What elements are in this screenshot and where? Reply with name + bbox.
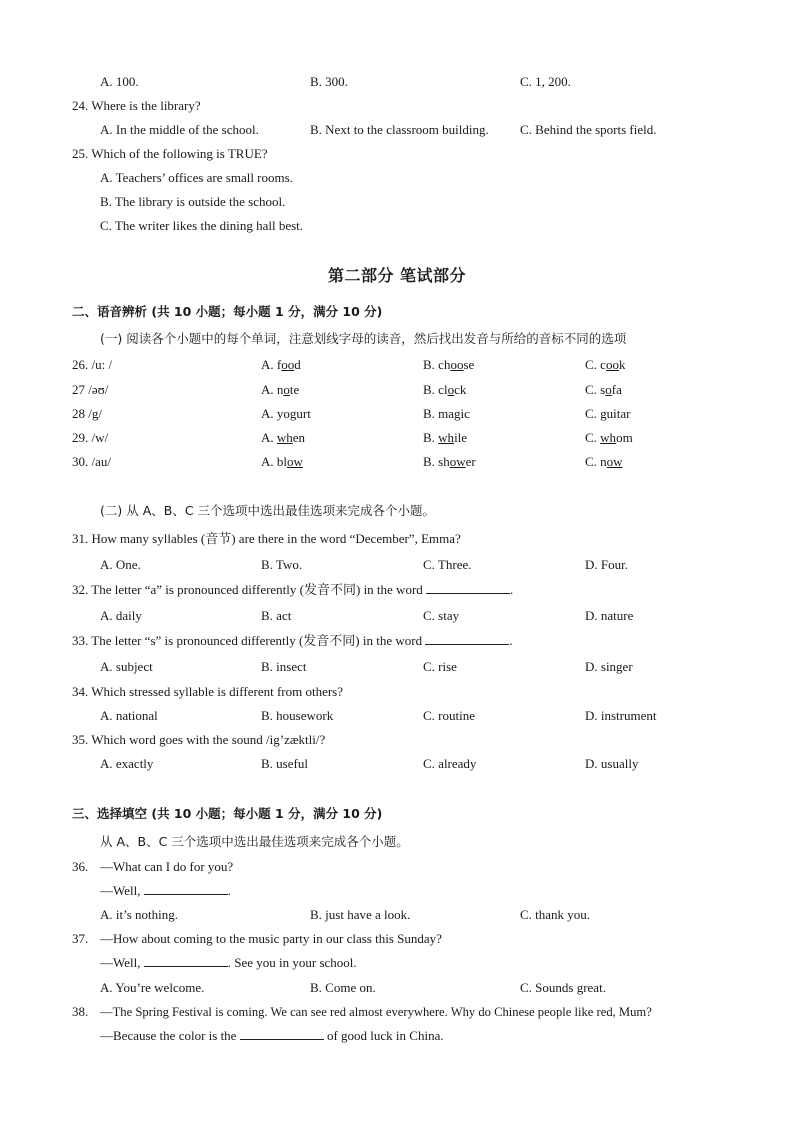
- q37-answer-blank[interactable]: [144, 955, 228, 967]
- q23-option-b: B. 300.: [310, 74, 348, 89]
- q25-stem: 25. Which of the following is TRUE?: [72, 146, 268, 161]
- q25-option-c: C. The writer likes the dining hall best.: [100, 218, 304, 233]
- section2-sub1-instructions: (一) 阅读各个小题中的每个单词，注意划线字母的读音，然后找出发音与所给的音标不同的选项: [100, 331, 627, 346]
- q32-stem: 32. The letter “a” is pronounced differently (发音不同) in the word .: [72, 582, 514, 597]
- q26-option-b: B. choose: [423, 357, 475, 372]
- q33-option-c: C. rise: [423, 659, 457, 674]
- q25-option-a: A. Teachers’ offices are small rooms.: [100, 170, 293, 185]
- q38-answer-blank[interactable]: [240, 1028, 324, 1040]
- q36-option-b: B. just have a look.: [310, 907, 411, 922]
- q32-answer-blank[interactable]: [426, 582, 510, 594]
- q37-number: 37.: [72, 931, 89, 946]
- q32-option-c: C. stay: [423, 608, 460, 623]
- q35-option-c: C. already: [423, 756, 477, 771]
- q33-stem: 33. The letter “s” is pronounced differently (发音不同) in the word .: [72, 633, 513, 648]
- q31-option-a: A. One.: [100, 557, 141, 572]
- q37-option-c: C. Sounds great.: [520, 980, 606, 995]
- q32-option-a: A. daily: [100, 608, 142, 623]
- q37-line1: —How about coming to the music party in our class this Sunday?: [100, 931, 442, 946]
- q38-line2: —Because the color is the of good luck in China.: [100, 1028, 444, 1043]
- q26-number: 26. /u: /: [72, 357, 113, 372]
- q28-option-b: B. magic: [423, 406, 470, 421]
- q26-option-c: C. cook: [585, 357, 626, 372]
- q34-option-d: D. instrument: [585, 708, 657, 723]
- q27-option-a: A. note: [261, 382, 300, 397]
- section2-heading: 二、语音辨析 (共 10 小题；每小题 1 分，满分 10 分): [72, 304, 383, 319]
- section3-instructions: 从 A、B、C 三个选项中选出最佳选项来完成各个小题。: [100, 834, 409, 849]
- q30-option-c: C. now: [585, 454, 623, 469]
- q35-stem: 35. Which word goes with the sound /ig’zæktli/?: [72, 732, 326, 747]
- q27-number: 27 /əʊ/: [72, 382, 109, 397]
- q36-answer-blank[interactable]: [144, 883, 228, 895]
- q35-option-d: D. usually: [585, 756, 639, 771]
- q38-number: 38.: [72, 1004, 89, 1019]
- q25-option-b: B. The library is outside the school.: [100, 194, 286, 209]
- q29-option-b: B. while: [423, 430, 468, 445]
- q36-option-a: A. it’s nothing.: [100, 907, 179, 922]
- q30-option-a: A. blow: [261, 454, 303, 469]
- q24-option-b: B. Next to the classroom building.: [310, 122, 489, 137]
- q34-stem: 34. Which stressed syllable is different from others?: [72, 684, 344, 699]
- q24-option-c: C. Behind the sports field.: [520, 122, 657, 137]
- part2-title: 第二部分 笔试部分: [327, 266, 467, 285]
- q23-option-c: C. 1, 200.: [520, 74, 571, 89]
- q36-option-c: C. thank you.: [520, 907, 591, 922]
- q28-option-a: A. yogurt: [261, 406, 311, 421]
- q26-option-a: A. food: [261, 357, 301, 372]
- q29-option-c: C. whom: [585, 430, 633, 445]
- q24-option-a: A. In the middle of the school.: [100, 122, 259, 137]
- q38-line1: —The Spring Festival is coming. We can see red almost everywhere. Why do Chinese people like red, Mum?: [100, 1005, 652, 1019]
- q37-line2: —Well, . See you in your school.: [100, 955, 357, 970]
- q29-number: 29. /w/: [72, 430, 109, 445]
- section2-sub2-instructions: (二) 从 A、B、C 三个选项中选出最佳选项来完成各个小题。: [100, 503, 436, 518]
- q37-option-b: B. Come on.: [310, 980, 376, 995]
- q37-option-a: A. You’re welcome.: [100, 980, 205, 995]
- section3-heading: 三、选择填空 (共 10 小题；每小题 1 分，满分 10 分): [72, 806, 383, 821]
- q33-answer-blank[interactable]: [425, 633, 509, 645]
- q32-option-d: D. nature: [585, 608, 634, 623]
- q23-option-a: A. 100.: [100, 74, 139, 89]
- q36-line2: —Well, .: [100, 883, 231, 898]
- q31-stem: 31. How many syllables (音节) are there in the word “December”, Emma?: [72, 531, 461, 546]
- q24-stem: 24. Where is the library?: [72, 98, 201, 113]
- q28-option-c: C. guitar: [585, 406, 631, 421]
- q35-option-a: A. exactly: [100, 756, 154, 771]
- q34-option-a: A. national: [100, 708, 158, 723]
- q33-option-b: B. insect: [261, 659, 307, 674]
- q36-line1: —What can I do for you?: [100, 859, 234, 874]
- q33-option-a: A. subject: [100, 659, 153, 674]
- q29-option-a: A. when: [261, 430, 306, 445]
- q30-number: 30. /au/: [72, 454, 111, 469]
- q31-option-b: B. Two.: [261, 557, 303, 572]
- q27-option-b: B. clock: [423, 382, 467, 397]
- q31-option-d: D. Four.: [585, 557, 628, 572]
- q32-option-b: B. act: [261, 608, 292, 623]
- q30-option-b: B. shower: [423, 454, 476, 469]
- q34-option-c: C. routine: [423, 708, 475, 723]
- q33-option-d: D. singer: [585, 659, 633, 674]
- q36-number: 36.: [72, 859, 89, 874]
- q27-option-c: C. sofa: [585, 382, 622, 397]
- q31-option-c: C. Three.: [423, 557, 472, 572]
- q28-number: 28 /g/: [72, 406, 102, 421]
- q35-option-b: B. useful: [261, 756, 308, 771]
- q34-option-b: B. housework: [261, 708, 334, 723]
